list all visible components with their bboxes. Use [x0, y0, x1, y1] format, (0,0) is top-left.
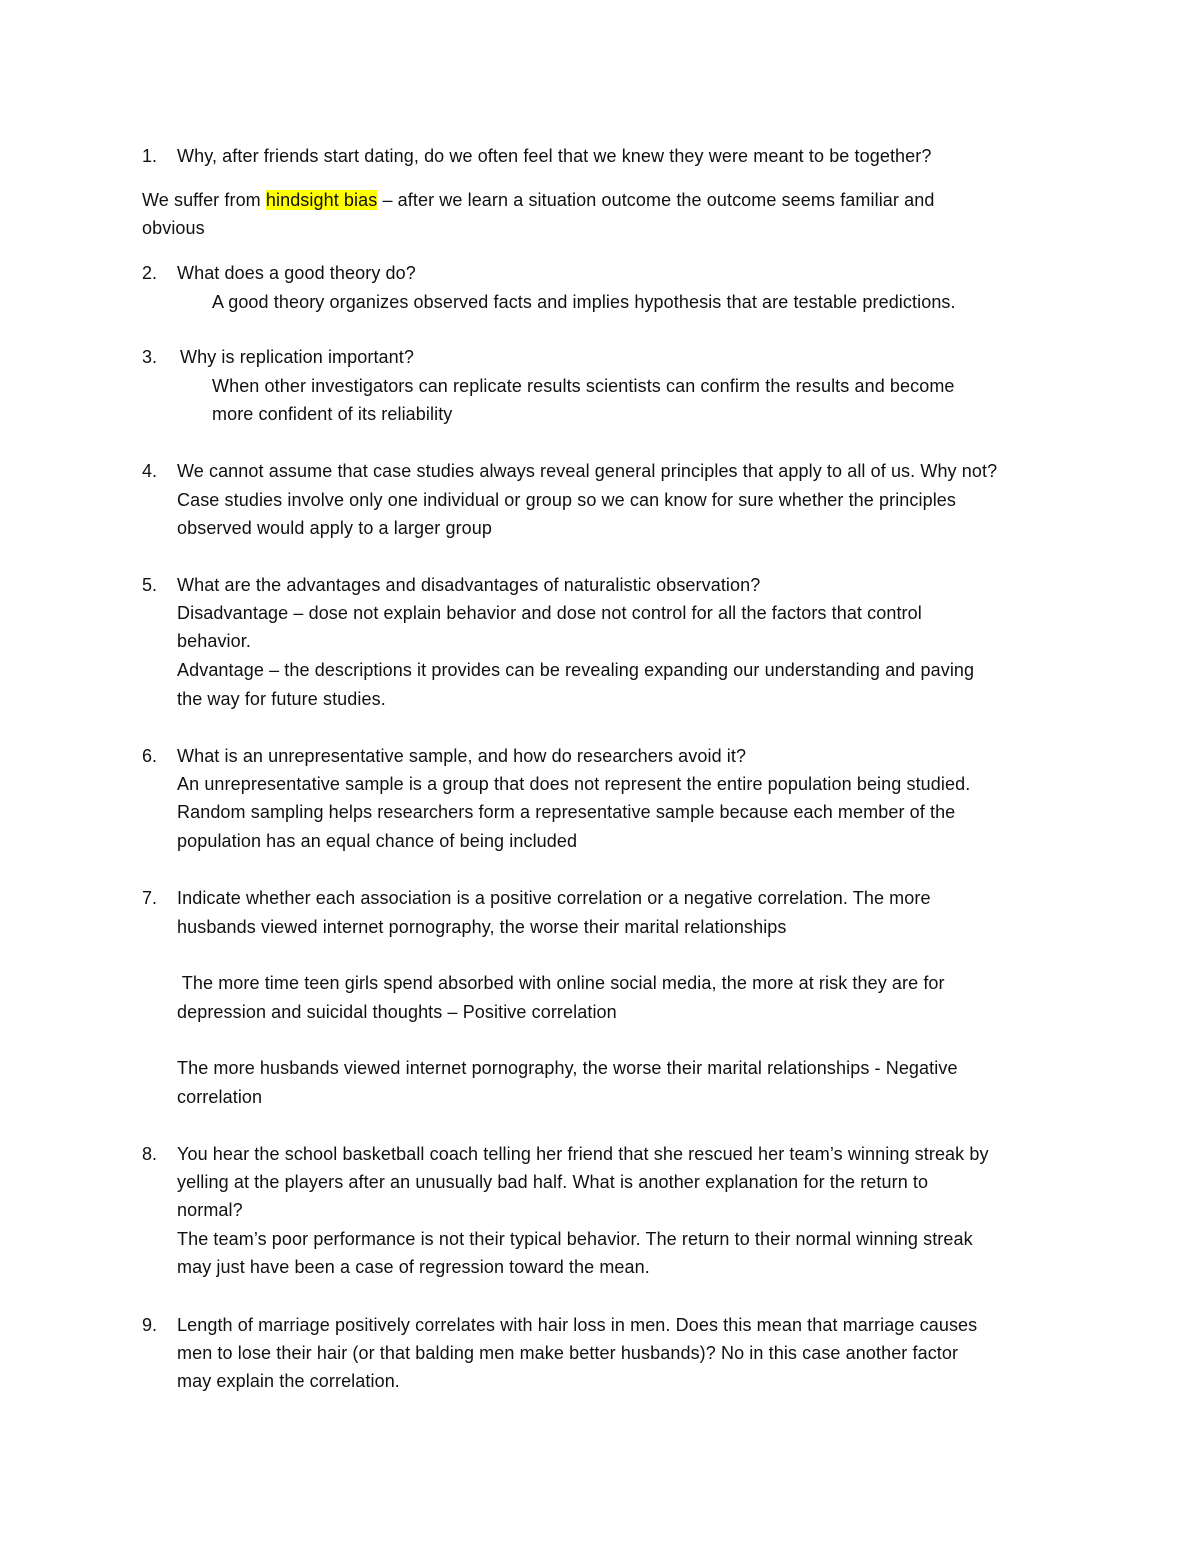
q8-question-line2: yelling at the players after an unusually bad half. What is another explanation for the return to	[177, 1172, 929, 1192]
q8-answer-line2: may just have been a case of regression toward the mean.	[177, 1257, 650, 1277]
q9-line1: Length of marriage positively correlates with hair loss in men. Does this mean that marriage causes	[177, 1315, 978, 1335]
q5-question: What are the advantages and disadvantages of naturalistic observation?	[177, 575, 761, 595]
q4-number: 4.	[142, 461, 158, 481]
q6-question: What is an unrepresentative sample, and how do researchers avoid it?	[177, 746, 747, 766]
q2-number: 2.	[142, 263, 158, 283]
q5-number: 5.	[142, 575, 158, 595]
q7-item1-line1: The more time teen girls spend absorbed with online social media, the more at risk they are for	[177, 973, 945, 993]
q5-advantage-line1: Advantage – the descriptions it provides can be revealing expanding our understanding and paving	[177, 660, 975, 680]
q7-number: 7.	[142, 888, 158, 908]
q6-answer-line2: Random sampling helps researchers form a representative sample because each member of the	[177, 802, 956, 822]
q8-answer-line1: The team’s poor performance is not their typical behavior. The return to their normal winning streak	[177, 1229, 973, 1249]
q4-answer-line1: Case studies involve only one individual or group so we can know for sure whether the principles	[177, 490, 957, 510]
q9-line2: men to lose their hair (or that balding men make better husbands)? No in this case another factor	[177, 1343, 959, 1363]
q8-question-line1: You hear the school basketball coach telling her friend that she rescued her team’s winning streak by	[177, 1144, 989, 1164]
q8-number: 8.	[142, 1144, 158, 1164]
q8-question-line3: normal?	[177, 1200, 243, 1220]
q4-answer-line2: observed would apply to a larger group	[177, 518, 492, 538]
q3-number: 3.	[142, 347, 158, 367]
q1-answer-post: – after we learn a situation outcome the outcome seems familiar and	[377, 190, 935, 210]
q5-disadvantage-line1: Disadvantage – dose not explain behavior and dose not control for all the factors that control	[177, 603, 922, 623]
q3-answer-line1: When other investigators can replicate results scientists can confirm the results and become	[212, 376, 955, 396]
q9-number: 9.	[142, 1315, 158, 1335]
q5-disadvantage-line2: behavior.	[177, 631, 251, 651]
q3-answer-line2: more confident of its reliability	[212, 404, 453, 424]
q6-number: 6.	[142, 746, 158, 766]
q4-question: We cannot assume that case studies always reveal general principles that apply to all of us. Why not?	[177, 461, 998, 481]
q1-answer-pre: We suffer from	[142, 190, 266, 210]
q9-line3: may explain the correlation.	[177, 1371, 400, 1391]
q3-question: Why is replication important?	[180, 347, 414, 367]
q7-item2-line2: correlation	[177, 1087, 263, 1107]
q5-advantage-line2: the way for future studies.	[177, 689, 386, 709]
q7-question-line2: husbands viewed internet pornography, the worse their marital relationships	[177, 917, 787, 937]
q1-answer-line2: obvious	[142, 218, 205, 238]
q1-answer-line1	[142, 186, 934, 214]
q2-answer: A good theory organizes observed facts and implies hypothesis that are testable predictions.	[212, 292, 956, 312]
q2-question: What does a good theory do?	[177, 263, 416, 283]
q7-item2-line1: The more husbands viewed internet pornography, the worse their marital relationships - Negative	[177, 1058, 958, 1078]
hindsight-bias-highlight: hindsight bias	[265, 190, 378, 210]
q7-question-line1: Indicate whether each association is a positive correlation or a negative correlation. The more	[177, 888, 931, 908]
q1-question: Why, after friends start dating, do we often feel that we knew they were meant to be together?	[177, 146, 932, 166]
q6-answer-line1: An unrepresentative sample is a group that does not represent the entire population being studied.	[177, 774, 971, 794]
q1-number: 1.	[142, 146, 158, 166]
q7-item1-line2: depression and suicidal thoughts – Positive correlation	[177, 1002, 617, 1022]
q6-answer-line3: population has an equal chance of being included	[177, 831, 578, 851]
